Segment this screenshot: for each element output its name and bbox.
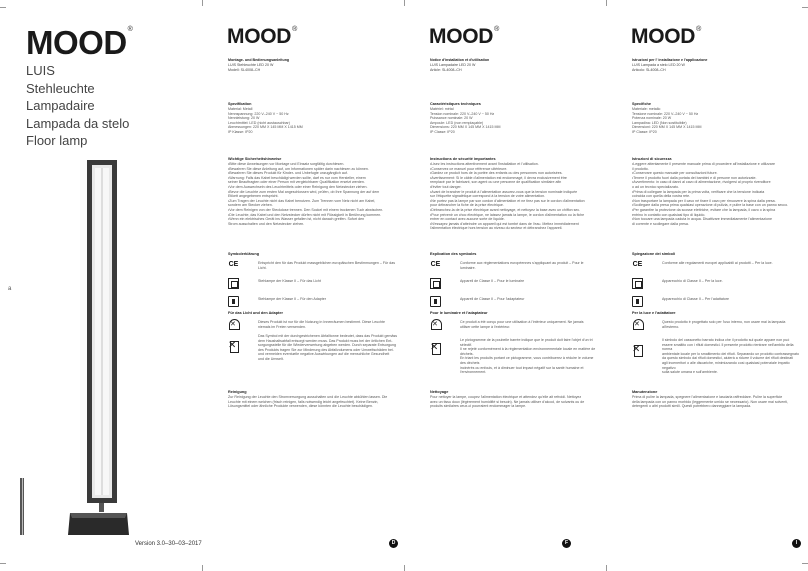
manual-title: Istruzioni per l' installazione e l'applicazione	[632, 58, 708, 62]
symbol-row	[632, 259, 804, 277]
symbol-text: Apparecchio di Classe II – Per la luce.	[662, 279, 723, 283]
model-number: Articolo: SL4008–CH	[632, 68, 666, 72]
safety-line: seiner Beauftragten oder einer Person mit vergleichbarer Qualifikation ersetzt werden.	[228, 180, 365, 185]
section-heading: Für das Licht und den Adapter	[228, 311, 283, 315]
version-label: Version 3.0–30–03–2017	[135, 541, 202, 547]
indoor-only-icon	[632, 319, 643, 330]
section-heading: Explication des symboles	[430, 252, 477, 256]
safety-line: pour débrancher la fiche de la prise électrique.	[430, 203, 504, 208]
section-heading: Istruzioni di sicurezza	[632, 157, 672, 161]
weee-bin-icon	[632, 344, 643, 355]
symbol-text: Appareil de Classe II – Pour l'adaptateur	[460, 297, 525, 301]
symbol-text	[460, 338, 600, 375]
text-line: Ce produit a été conçu pour une utilisation à l'intérieur uniquement. Ne jamais	[460, 320, 584, 324]
symbol-text: Appareil de Classe II – Pour le luminaire	[460, 279, 525, 283]
safety-section	[632, 157, 802, 226]
section-heading: Instructions de sécurité importantes	[430, 157, 496, 161]
safety-line: remplacé par le fabricant, son agent ou une personne de qualification similaire afin	[430, 180, 562, 185]
text-line: essere smaltito con i rifiuti domestici. Il presente prodotto rientrare nell'ambito della norma	[662, 342, 794, 352]
symbol-text	[258, 334, 398, 362]
safety-line: •Ne portez pas la lampe par son cordon d'alimentation et ne tirez pas sur le cordon d'alimentation	[430, 198, 585, 203]
symbols-heading	[430, 252, 600, 257]
class-ii-adapter-icon	[632, 296, 643, 307]
french-panel	[405, 0, 607, 571]
model-number: Modell: SL4008–CH	[228, 68, 261, 72]
spec-line: Leuchtmittel: LED (nicht austauschbar)	[228, 120, 290, 125]
weee-bin-icon	[228, 340, 239, 351]
symbol-row	[430, 318, 602, 336]
safety-section	[228, 157, 398, 226]
safety-line: •Per garantire la protezione da scosse elettriche, evitare che la lampada, il cavo o la spina	[632, 208, 776, 213]
indoor-only-icon	[430, 319, 441, 330]
section-heading: Nettoyage	[430, 390, 449, 394]
german-panel	[203, 0, 405, 571]
safety-line: •Non trasportare la lampada per il cavo né tirare il cavo per rimuovere la spina dalla presa.	[632, 198, 776, 203]
symbol-text: Conforme aux réglementations européennes s'appliquant au produit – Pour le luminaire.	[460, 261, 584, 270]
cleaning-section	[632, 390, 802, 409]
text-line: Pour nettoyer la lampe, coupez l'alimentation électrique et attendez qu'elle ait refroidi. Nettoyez	[430, 395, 582, 400]
class-ii-adapter-icon	[228, 296, 239, 307]
text-line: ambientale locale per lo smaltimento dei rifiuti. Separando un prodotto contrassegnato	[662, 351, 800, 356]
safety-line: •Conservare questo manuale per consultazioni future.	[632, 171, 718, 176]
safety-line: •Lisez les instructions attentivement avant l'installation et l'utilisation.	[430, 162, 539, 167]
section-heading: Spiegazione dei simboli	[632, 252, 676, 256]
product-name: Lampadaire	[26, 98, 95, 113]
spec-line: Tensione nominale: 220 V–240 V ~ 50 Hz	[632, 111, 699, 116]
safety-line: •Débranchez-la de la prise électrique avant nettoyage, et nettoyez la base avec un chiffon sec.	[430, 208, 581, 213]
ce-mark-icon: CE	[430, 261, 441, 268]
symbol-row	[632, 277, 804, 295]
manual-header	[430, 58, 600, 73]
symbol-row	[430, 259, 602, 277]
symbol-text: Stehlampe der Klasse II – Für den Adapter	[258, 297, 326, 301]
weee-bin-icon	[430, 342, 441, 353]
manual-subtitle: LUIS Stehleuchte LED 20 W	[228, 63, 274, 67]
symbols-heading	[632, 252, 802, 257]
text-line: della lampada con un panno morbido (leggermente umido se necessario). Non usare mai solventi,	[632, 399, 789, 404]
text-line: incinérés ou enfouis, et à diminuer tout impact négatif sur la santé humaine et l'environnement.	[460, 365, 584, 375]
safety-line: coincida con quella della vostra rete.	[632, 194, 691, 199]
safety-line: di corrente e scollegare dalla presa.	[632, 221, 689, 226]
spec-line: Ampoule: LED (non remplaçable)	[430, 120, 484, 125]
text-line: agli inceneritori o alle discariche, minimizzando così qualsiasi potenziale impatto negativo	[662, 360, 790, 370]
spec-line: Nennspannung: 220 V–240 V ~ 50 Hz	[228, 111, 289, 116]
safety-line: sur l'étiquette signalétique correspond à la tension de votre alimentation.	[430, 194, 546, 199]
light-heading	[430, 311, 600, 316]
safety-line: •Bewahren Sie diese Anleitung auf, um Informationen später darin nachlesen zu können.	[228, 166, 369, 171]
safety-line: entrino in contatto con qualsiasi tipo di liquido.	[632, 212, 706, 217]
safety-line: •Avvertimento: in caso di danni al cavo di alimentazione, rivolgersi al proprio rivenditore	[632, 180, 771, 185]
safety-line: entrer en contact avec aucune sorte de liquide.	[430, 217, 505, 222]
symbol-row	[228, 259, 400, 277]
symbol-row	[228, 277, 400, 295]
brand-logo: MOOD®	[26, 24, 133, 61]
class-ii-adapter-icon	[430, 296, 441, 307]
text-line: detergenti o altri prodotti simili. Questi potrebbero danneggiare la lampada.	[632, 404, 752, 409]
section-heading: Spezifikation	[228, 102, 252, 106]
page-number: D	[389, 539, 398, 548]
symbol-row	[430, 336, 602, 375]
brand-logo: MOOD®	[631, 25, 701, 48]
symbol-text	[662, 338, 802, 375]
section-heading: Per la luce e l'adattatore	[632, 311, 676, 315]
brand-logo: MOOD®	[429, 25, 499, 48]
italian-panel	[607, 0, 808, 571]
spec-line: IP Classe: IP20	[632, 130, 657, 135]
safety-line: •Vor dem Reinigen von der Steckdose trennen. Den Sockel mit einem trockenen Tuch abwischen.	[228, 208, 384, 213]
safety-line: il prodotto.	[632, 166, 649, 171]
symbol-row	[228, 332, 400, 370]
spec-line: Materiale: metallo	[632, 107, 661, 112]
safety-line: •Gardez ce produit hors de la portée des enfants ou des personnes non autorisées.	[430, 171, 563, 176]
text-line: Leuchte mit einem weichen (frisch reinigen, falls notwendig leicht angefeuchtet). Keine Benzin,	[228, 399, 379, 404]
symbol-row	[430, 277, 602, 295]
text-line: sulla salute umana e sull'ambiente.	[662, 370, 718, 375]
text-line: Dieses Produkt ist nur für die Nutzung in Innenräumen bestimmt. Diese Leuchte	[258, 320, 386, 324]
text-line: und die Umwelt.	[258, 356, 284, 361]
safety-line: •Bewahren Sie dieses Produkt für Kinder- und Unbefugte unzugänglich auf.	[228, 171, 348, 176]
text-line: En triant les produits portant ce pictogramme, vous contribuerez à réduire le volume des déchets	[460, 356, 594, 365]
safety-line: sondern am Stecker ziehen.	[228, 203, 273, 208]
safety-line: d'éviter tout danger.	[430, 185, 462, 190]
text-line: Il ne rejeté conformément à la réglementation environnementale locale en matière de déchets.	[460, 347, 596, 356]
spec-line: Abmessungen: 220 MM X 145 MM X 1415 MM	[228, 125, 303, 130]
section-heading: Caractéristiques techniques	[430, 102, 481, 106]
text-line: des Produkts tragen Sie zur Minderung des Abfallvolumens oder Umweltschäden bei.	[258, 347, 394, 352]
text-line: da questo simbolo dai rifiuti domestici, aiuterà a ridurre il volume dei rifiuti destinati	[662, 356, 794, 361]
section-heading: Manutenzione	[632, 390, 658, 394]
symbols-heading	[228, 252, 398, 257]
spec-line: Dimensions: 220 MM X 145 MM X 1415 MM	[430, 125, 501, 130]
indoor-only-icon	[228, 319, 239, 330]
text-line: all'esterno.	[662, 324, 680, 329]
safety-line: Etikett angegebenen entspricht.	[228, 194, 279, 199]
spec-section	[632, 102, 802, 135]
spec-section	[430, 102, 600, 135]
class-ii-icon	[632, 278, 643, 289]
safety-line: •Bitte diese Anweisungen vor Montage und Einsatz sorgfältig durchlesen.	[228, 162, 345, 167]
symbol-text: Apparecchio di Classe II – Per l'adattatore	[662, 297, 730, 301]
model-number: Article: SL4008–CH	[430, 68, 462, 72]
safety-line: •Zum Tragen der Leuchte nicht das Kabel benutzen. Zum Trennen vom Netz nicht am Kabel,	[228, 198, 376, 203]
safety-line: l'alimentation électrique hors tension au niveau du secteur et débranchez l'appareil.	[430, 226, 563, 231]
crop-mark	[0, 7, 6, 8]
side-letter: a	[8, 286, 12, 292]
safety-line: •Bevor die Leuchte zum ersten Mal angeschlossen wird, prüfen, ob Ihre Spannung der auf dem	[228, 189, 380, 194]
safety-line: •Non toccare una lampada caduta in acqua. Disattivare immediatamente l'alimentazione	[632, 217, 772, 222]
product-name: Floor lamp	[26, 133, 88, 148]
safety-line: •Vor dem Auswechseln des Leuchtmittels oder einer Reinigung den Netzstecker ziehen.	[228, 185, 368, 190]
symbol-text: Entspricht den für das Produkt massgeblichen europäischen Bestimmungen – Für das Licht.	[258, 261, 396, 270]
text-line: und vermeiden eventuelle negative Auswirkungen auf die menschliche Gesundheit	[258, 352, 390, 357]
light-heading	[632, 311, 802, 316]
safety-line: •Wenn ein elektrisches Gerät ins Wasser gefallen ist, nicht danach greifen. Sofort den	[228, 217, 365, 222]
cover-panel	[0, 0, 203, 571]
safety-line: •Leggere attentamente il presente manuale prima di procedere all'installazione e utilizzare	[632, 162, 775, 167]
page-number: F	[562, 539, 571, 548]
spec-line: Puissance nominale: 20 W	[430, 116, 473, 121]
class-ii-icon	[430, 278, 441, 289]
text-line: Lösungsmittel oder ähnliche Produkte verwenden, diese könnten die Leuchte beschädigen.	[228, 404, 374, 409]
spec-line: Nennleistung: 20 W	[228, 116, 260, 121]
symbol-text	[258, 320, 398, 329]
spec-section	[228, 102, 398, 135]
manual-title: Notice d'installation et d'utilisation	[430, 58, 490, 62]
spec-line: IP Classe: IP20	[430, 130, 455, 135]
text-line: Prima di pulire la lampada, spegnere l'alimentazione e lasciarla raffreddare. Pulire la superficie	[632, 395, 783, 400]
symbol-row	[632, 318, 804, 336]
symbol-text: Stehlampe der Klasse II – Für das Licht	[258, 279, 321, 283]
product-name: LUIS	[26, 63, 55, 78]
brand-logo: MOOD®	[227, 25, 297, 48]
spec-line: Material: Metall	[228, 107, 253, 112]
text-line: avec un tissu doux (légèrement humidifié si besoin). Ne jamais utiliser d'alcool, de solvants ou de	[430, 399, 585, 404]
text-line: produits similaires ceux-ci pourraient endommager la lampe.	[430, 404, 527, 409]
floor-lamp-illustration	[0, 0, 203, 571]
text-line: Il simbolo del cassonetto barrato indica che il prodotto sul quale appare non può	[662, 338, 790, 342]
product-name: Lampada da stelo	[26, 115, 130, 131]
text-line: Questo prodotto è progettato solo per l'uso interno, non usare mai la lampada	[662, 320, 786, 324]
text-line: dem Haushaltsabfall entsorgt werden muss. Das Produkt muss bei der örtlichen Ent-	[258, 338, 393, 343]
safety-line: •Warnung: Falls das Kabel beschädigt werden sollte, darf es nur vom Hersteller, einem	[228, 175, 366, 180]
manual-title: Montage- und Bedienungsanleitung	[228, 58, 290, 62]
section-heading: Specifiche	[632, 102, 651, 106]
safety-line: •Prima di collegare la lampada per la prima volta, verificare che la tensione indicata	[632, 189, 765, 194]
lamp-stem	[99, 503, 104, 512]
text-line: Zur Reinigung der Leuchte den Stromversorgung ausschalten und die Leuchte abkühlen lassen. Die	[228, 395, 388, 400]
product-name: Stehleuchte	[26, 80, 95, 96]
class-ii-icon	[228, 278, 239, 289]
safety-line: •Die Leuchte, das Kabel und den Netzstecker dürfen nicht mit Flüssigkeit in Berührung kommen.	[228, 212, 382, 217]
spec-line: IP Klasse: IP20	[228, 130, 253, 135]
ce-mark-icon: CE	[632, 261, 643, 268]
text-line: niemals im Freien verwenden.	[258, 324, 306, 329]
safety-line: •N'essayez jamais d'atteindre un appareil qui est tombé dans de l'eau. Mettez immédiatement	[430, 221, 579, 226]
safety-line: •Conservez ce manuel pour référence ultérieure.	[430, 166, 508, 171]
manual-header	[632, 58, 802, 73]
manual-header	[228, 58, 398, 73]
safety-line: •Avertissement: Si le câble d'alimentation est endommagé, il devra exclusivement être	[430, 175, 567, 180]
safety-line: •Scollegare dalla presa prima qualsiasi operazione di pulizia, e pulire la base con un panno secco.	[632, 203, 789, 208]
section-heading: Symbolerklärung	[228, 252, 260, 256]
light-heading	[228, 311, 398, 316]
spec-line: Lampadina: LED (Non sostituibile)	[632, 120, 687, 125]
manual-subtitle: LUIS Lampadaire LED 20 W	[430, 63, 476, 67]
section-heading: Pour le luminaire et l'adaptateur	[430, 311, 488, 315]
safety-line: •Avant de brancher le produit à l'alimentation assurez-vous que la tension nominale indiquée	[430, 189, 578, 194]
section-heading: Reinigung	[228, 390, 247, 394]
ce-mark-icon: CE	[228, 261, 239, 268]
text-line: Le pictogramme de la poubelle barrée indique que le produit doit faire l'objet d'un tri sélectif.	[460, 338, 593, 347]
page-number: I	[792, 539, 801, 548]
text-line: Das Symbol mit der durchgestrichenen Abfalltonne bedeutet, dass das Produkt gemäss	[258, 334, 398, 338]
symbol-text	[460, 320, 600, 329]
safety-line: o ad un tecnico specializzato.	[632, 185, 679, 190]
safety-line: •Pour prévenir un choc électrique, ne laissez jamais la lampe, le cordon d'alimentation ou la fiche	[430, 212, 585, 217]
safety-section	[430, 157, 600, 231]
section-heading: Wichtige Sicherheitshinweise	[228, 157, 282, 161]
safety-line: Strom ausschalten und den Netzstecker ziehen.	[228, 221, 305, 226]
spec-line: Matériel: métal	[430, 107, 454, 112]
symbol-text	[662, 320, 802, 329]
symbol-text: Conforme alle regolamenti europei applicabili ai prodotti – Per la luce.	[662, 261, 773, 265]
cleaning-section	[430, 390, 600, 409]
safety-line: •Tenere il prodotto fuori dalla portata dei bambini e di persone non autorizzate.	[632, 175, 757, 180]
spec-line: Tension nominale: 220 V–240 V ~ 50 Hz	[430, 111, 495, 116]
manual-subtitle: LUIS Lampada a stelo LED 20 W	[632, 63, 685, 67]
spec-line: Dimensioni: 220 MM X 145 MM X 1415 MM	[632, 125, 702, 130]
spec-line: Potenza nominale: 20 W	[632, 116, 672, 121]
text-line: sorgungsstelle für die Wiederverwertung abgeben werden. Durch separate Entsorgung	[258, 343, 397, 348]
text-line: utiliser cette lampe à l'extérieur.	[460, 324, 511, 329]
cleaning-section	[228, 390, 398, 409]
symbol-row	[632, 336, 804, 375]
crop-mark	[0, 563, 6, 564]
